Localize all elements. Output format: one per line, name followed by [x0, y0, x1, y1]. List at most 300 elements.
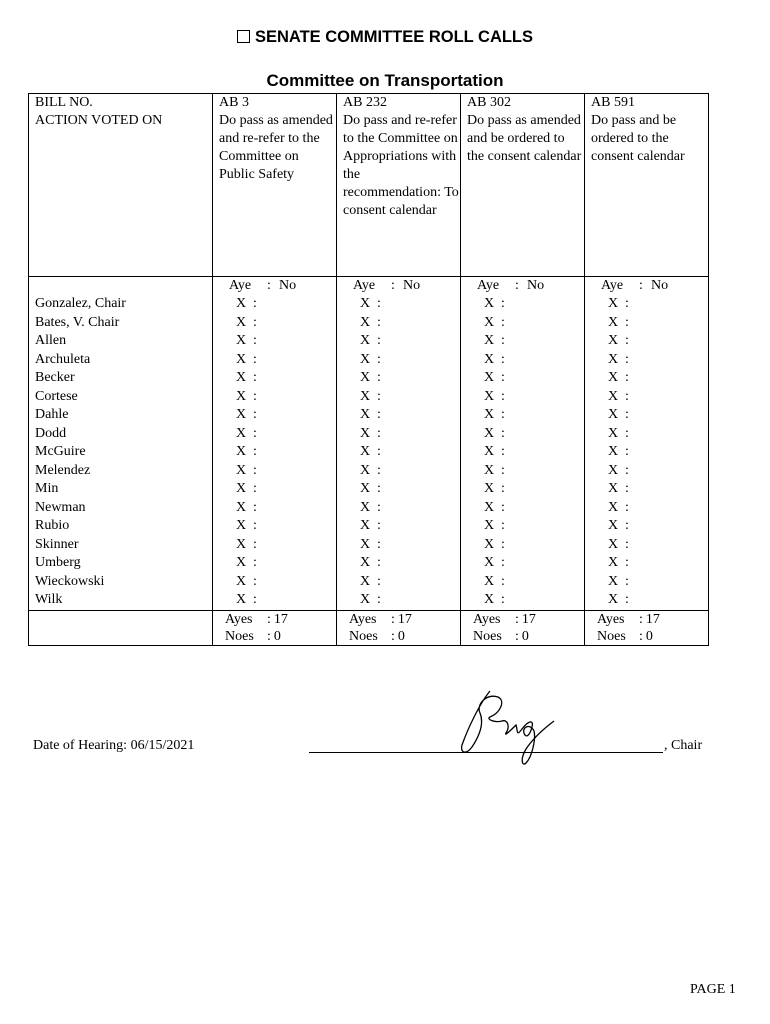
chair-signature [450, 683, 560, 768]
aye-mark: X [608, 370, 619, 385]
aye-mark: X [360, 536, 371, 552]
aye-mark: X [236, 573, 247, 589]
aye-mark: X [236, 296, 247, 311]
vote-separator: : [377, 370, 381, 385]
vote-separator: : [377, 536, 381, 552]
vote-separator: : [501, 351, 505, 367]
ayes-total-value: 17 [645, 611, 660, 627]
table-header-row [29, 94, 709, 277]
aye-mark: X [360, 370, 371, 385]
aye-mark: X [608, 296, 619, 311]
aye-mark: X [484, 407, 495, 422]
vote-separator: : [501, 518, 505, 533]
aye-mark: X [484, 388, 495, 404]
bill-header-cell [461, 94, 585, 277]
aye-mark: X [236, 462, 247, 478]
vote-separator: : [625, 592, 629, 607]
vote-entry [484, 332, 584, 351]
vote-entry [608, 536, 708, 555]
aye-mark: X [608, 592, 619, 607]
bill-action: Do pass and be ordered to the consent calendar [591, 113, 685, 164]
aye-mark: X [360, 518, 371, 533]
no-label: No [403, 278, 421, 293]
vote-separator: : [377, 314, 381, 330]
vote-separator: : [625, 425, 629, 441]
member-name: McGuire [35, 444, 86, 459]
vote-entry [484, 425, 584, 444]
vote-entry [608, 462, 708, 481]
vote-entry [236, 295, 336, 314]
vote-entry [236, 406, 336, 425]
vote-entry [484, 388, 584, 407]
vote-separator: : [377, 407, 381, 422]
vote-entry [360, 554, 460, 573]
noes-total-label: Noes [597, 628, 626, 644]
noes-total-label: Noes [349, 628, 378, 644]
hearing-date [33, 738, 194, 754]
vote-entry [608, 314, 708, 333]
vote-separator: : [377, 592, 381, 607]
member-name: Skinner [35, 536, 79, 552]
vote-separator: : [377, 573, 381, 589]
vote-entry [608, 499, 708, 518]
aye-mark: X [484, 592, 495, 607]
vote-entry [608, 573, 708, 592]
vote-entry [608, 591, 708, 610]
vote-separator: : [625, 351, 629, 367]
vote-entry [236, 443, 336, 462]
vote-entry [360, 314, 460, 333]
vote-separator: : [501, 333, 505, 348]
totals-row [29, 610, 709, 645]
ayes-total-label: Ayes [225, 611, 253, 627]
vote-separator: : [501, 425, 505, 441]
vote-separator: : [501, 444, 505, 459]
totals-empty-cell [29, 610, 213, 645]
total-separator: : [267, 611, 271, 627]
vote-separator: : [501, 462, 505, 478]
vote-separator: : [253, 351, 257, 367]
vote-separator: : [625, 296, 629, 311]
aye-mark: X [484, 314, 495, 330]
vote-entry [236, 314, 336, 333]
vote-separator: : [501, 481, 505, 496]
vote-entry [484, 554, 584, 573]
aye-mark: X [608, 499, 619, 515]
member-name: Allen [35, 333, 67, 348]
vote-separator: : [625, 518, 629, 533]
vote-separator: : [377, 481, 381, 496]
aye-mark: X [484, 573, 495, 589]
aye-mark: X [484, 481, 495, 496]
vote-separator: : [501, 499, 505, 515]
chair-label: , Chair [664, 738, 703, 753]
aye-mark: X [608, 555, 619, 570]
action-voted-label: ACTION VOTED ON [35, 113, 163, 128]
vote-entry [360, 591, 460, 610]
aye-mark: X [236, 536, 247, 552]
member-name: Bates, V. Chair [35, 314, 120, 330]
aye-mark: X [236, 518, 247, 533]
aye-mark: X [484, 333, 495, 348]
aye-mark: X [360, 388, 371, 404]
vote-entry [236, 351, 336, 370]
vote-entry [484, 499, 584, 518]
member-name: Dahle [35, 407, 69, 422]
aye-mark: X [236, 481, 247, 496]
aye-mark: X [236, 425, 247, 441]
vote-entry [608, 480, 708, 499]
hearing-label: Date of Hearing: [33, 738, 128, 753]
vote-separator: : [625, 314, 629, 330]
member-name: Dodd [35, 425, 67, 441]
ayes-total-label: Ayes [597, 611, 625, 627]
vote-separator: : [625, 462, 629, 478]
vote-separator: : [377, 333, 381, 348]
bill-action: Do pass as amended and be ordered to the consent calendar [467, 113, 582, 164]
vote-separator: : [625, 444, 629, 459]
member-name: Melendez [35, 462, 91, 478]
vote-separator: : [625, 388, 629, 404]
vote-entry [608, 425, 708, 444]
vote-entry [360, 536, 460, 555]
vote-separator: : [253, 425, 257, 441]
aye-mark: X [236, 314, 247, 330]
members-cell [29, 277, 213, 611]
vote-separator: : [253, 499, 257, 515]
ayes-total [225, 611, 336, 628]
vote-separator: : [501, 555, 505, 570]
vote-separator: : [501, 536, 505, 552]
aye-mark: X [484, 536, 495, 552]
aye-mark: X [236, 499, 247, 515]
aye-mark: X [360, 592, 371, 607]
vote-header-separator: : [267, 278, 271, 293]
vote-entry [360, 425, 460, 444]
bill-header-cell [337, 94, 461, 277]
aye-mark: X [484, 370, 495, 385]
vote-separator: : [253, 573, 257, 589]
vote-separator: : [377, 388, 381, 404]
vote-entry [608, 554, 708, 573]
bill-number: AB 302 [467, 95, 511, 110]
totals-cell [461, 610, 585, 645]
aye-mark: X [484, 462, 495, 478]
aye-mark: X [236, 370, 247, 385]
header-label-cell [29, 94, 213, 277]
vote-entry [484, 480, 584, 499]
ayes-total-value: 17 [397, 611, 412, 627]
aye-mark: X [360, 444, 371, 459]
aye-mark: X [484, 555, 495, 570]
vote-separator: : [625, 333, 629, 348]
aye-label: Aye [601, 278, 624, 293]
vote-separator: : [377, 351, 381, 367]
aye-mark: X [360, 499, 371, 515]
vote-entry [236, 536, 336, 555]
ayes-total [349, 611, 460, 628]
total-separator: : [391, 611, 395, 627]
total-separator: : [267, 628, 271, 644]
vote-entry [484, 517, 584, 536]
total-separator: : [515, 628, 519, 644]
bill-action: Do pass and re-refer to the Committee on Appropriations with the recommendation: To consent calendar [343, 113, 459, 218]
page-number: PAGE 1 [690, 982, 736, 997]
member-name: Rubio [35, 518, 70, 533]
vote-header [601, 277, 708, 295]
noes-total-value: 0 [397, 628, 405, 644]
aye-mark: X [360, 407, 371, 422]
vote-header [353, 277, 460, 295]
vote-separator: : [377, 462, 381, 478]
aye-mark: X [608, 536, 619, 552]
member-name: Wilk [35, 592, 63, 607]
member-name: Becker [35, 370, 75, 385]
ayes-total-label: Ayes [349, 611, 377, 627]
vote-separator: : [253, 370, 257, 385]
no-label: No [651, 278, 669, 293]
vote-entry [608, 295, 708, 314]
member-name: Umberg [35, 555, 81, 570]
vote-separator: : [253, 481, 257, 496]
vote-entry [484, 295, 584, 314]
vote-entry [484, 443, 584, 462]
vote-entry [484, 573, 584, 592]
aye-mark: X [360, 425, 371, 441]
votes-row [29, 277, 709, 611]
document-title [0, 28, 770, 47]
aye-mark: X [360, 481, 371, 496]
vote-entry [484, 351, 584, 370]
aye-mark: X [484, 296, 495, 311]
member-name: Gonzalez, Chair [35, 296, 126, 311]
vote-separator: : [501, 573, 505, 589]
no-label: No [279, 278, 297, 293]
vote-entry [360, 462, 460, 481]
member-name: Min [35, 481, 59, 496]
vote-entry [236, 517, 336, 536]
aye-mark: X [608, 462, 619, 478]
vote-entry [484, 369, 584, 388]
aye-mark: X [360, 296, 371, 311]
vote-header [229, 277, 336, 295]
aye-mark: X [608, 425, 619, 441]
total-separator: : [639, 628, 643, 644]
bill-header-cell [585, 94, 709, 277]
vote-entry [608, 443, 708, 462]
vote-header-separator: : [515, 278, 519, 293]
vote-entry [608, 369, 708, 388]
aye-mark: X [608, 407, 619, 422]
no-label: No [527, 278, 545, 293]
noes-total-value: 0 [645, 628, 653, 644]
aye-mark: X [608, 314, 619, 330]
aye-mark: X [484, 351, 495, 367]
aye-mark: X [484, 499, 495, 515]
vote-entry [236, 462, 336, 481]
ayes-total-value: 17 [521, 611, 536, 627]
vote-separator: : [253, 536, 257, 552]
vote-separator: : [625, 481, 629, 496]
bill-number: AB 3 [219, 95, 249, 110]
ayes-total-value: 17 [273, 611, 288, 627]
noes-total [473, 628, 584, 645]
vote-separator: : [501, 388, 505, 404]
vote-entry [360, 332, 460, 351]
vote-separator: : [501, 296, 505, 311]
vote-entry [484, 591, 584, 610]
aye-mark: X [608, 351, 619, 367]
aye-mark: X [484, 444, 495, 459]
aye-mark: X [608, 333, 619, 348]
vote-separator: : [625, 536, 629, 552]
vote-column [585, 277, 709, 611]
vote-entry [608, 332, 708, 351]
aye-mark: X [360, 555, 371, 570]
aye-label: Aye [353, 278, 376, 293]
vote-separator: : [501, 592, 505, 607]
vote-entry [484, 536, 584, 555]
vote-separator: : [253, 388, 257, 404]
vote-separator: : [253, 462, 257, 478]
aye-mark: X [484, 425, 495, 441]
vote-separator: : [501, 370, 505, 385]
noes-total-label: Noes [473, 628, 502, 644]
vote-entry [360, 499, 460, 518]
aye-mark: X [236, 592, 247, 607]
vote-separator: : [501, 407, 505, 422]
vote-separator: : [253, 555, 257, 570]
vote-entry [484, 406, 584, 425]
member-name: Archuleta [35, 351, 91, 367]
vote-header-separator: : [391, 278, 395, 293]
committee-name: Committee on Transportation [266, 71, 504, 90]
noes-total [225, 628, 336, 645]
total-separator: : [639, 611, 643, 627]
noes-total-label: Noes [225, 628, 254, 644]
vote-separator: : [253, 333, 257, 348]
vote-entry [484, 462, 584, 481]
vote-entry [236, 388, 336, 407]
vote-separator: : [253, 296, 257, 311]
total-separator: : [515, 611, 519, 627]
bill-no-label: BILL NO. [35, 95, 93, 110]
vote-entry [236, 499, 336, 518]
vote-entry [360, 351, 460, 370]
vote-entry [236, 591, 336, 610]
vote-entry [608, 517, 708, 536]
vote-separator: : [377, 499, 381, 515]
aye-mark: X [360, 333, 371, 348]
vote-separator: : [253, 314, 257, 330]
bill-number: AB 232 [343, 95, 387, 110]
noes-total [597, 628, 708, 645]
member-name: Wieckowski [35, 573, 105, 589]
aye-mark: X [360, 314, 371, 330]
vote-entry [360, 406, 460, 425]
aye-mark: X [236, 351, 247, 367]
vote-separator: : [501, 314, 505, 330]
aye-mark: X [236, 388, 247, 404]
vote-entry [360, 369, 460, 388]
vote-entry [608, 351, 708, 370]
noes-total-value: 0 [521, 628, 529, 644]
ayes-total-label: Ayes [473, 611, 501, 627]
aye-mark: X [608, 388, 619, 404]
vote-separator: : [625, 499, 629, 515]
aye-label: Aye [229, 278, 252, 293]
ayes-total [597, 611, 708, 628]
noes-total [349, 628, 460, 645]
vote-column [461, 277, 585, 611]
total-separator: : [391, 628, 395, 644]
vote-header [477, 277, 584, 295]
vote-entry [360, 573, 460, 592]
vote-separator: : [377, 296, 381, 311]
aye-mark: X [360, 351, 371, 367]
bill-header-cell [213, 94, 337, 277]
vote-separator: : [253, 592, 257, 607]
vote-entry [236, 332, 336, 351]
vote-entry [360, 295, 460, 314]
roll-call-table [28, 93, 709, 646]
noes-total-value: 0 [273, 628, 281, 644]
vote-entry [360, 388, 460, 407]
aye-mark: X [608, 573, 619, 589]
vote-entry [236, 573, 336, 592]
member-name: Newman [35, 499, 86, 515]
aye-mark: X [608, 444, 619, 459]
vote-separator: : [625, 407, 629, 422]
aye-mark: X [236, 333, 247, 348]
vote-entry [360, 480, 460, 499]
vote-separator: : [625, 370, 629, 385]
vote-entry [236, 369, 336, 388]
ayes-total [473, 611, 584, 628]
vote-entry [360, 443, 460, 462]
member-list [35, 277, 212, 610]
vote-separator: : [377, 444, 381, 459]
vote-separator: : [377, 555, 381, 570]
bill-action: Do pass as amended and re-refer to the Committee on Public Safety [219, 113, 333, 182]
vote-separator: : [625, 555, 629, 570]
vote-column [337, 277, 461, 611]
bill-number: AB 591 [591, 95, 635, 110]
vote-entry [236, 554, 336, 573]
vote-separator: : [377, 518, 381, 533]
member-name: Cortese [35, 388, 78, 404]
vote-column [213, 277, 337, 611]
vote-entry [608, 406, 708, 425]
aye-mark: X [608, 481, 619, 496]
aye-label: Aye [477, 278, 500, 293]
vote-entry [236, 480, 336, 499]
totals-cell [585, 610, 709, 645]
vote-separator: : [377, 425, 381, 441]
aye-mark: X [236, 555, 247, 570]
totals-cell [213, 610, 337, 645]
aye-mark: X [608, 518, 619, 533]
aye-mark: X [360, 573, 371, 589]
vote-separator: : [253, 444, 257, 459]
vote-entry [608, 388, 708, 407]
hearing-date-value: 06/15/2021 [130, 738, 195, 753]
vote-entry [484, 314, 584, 333]
vote-separator: : [625, 573, 629, 589]
vote-entry [236, 425, 336, 444]
aye-mark: X [484, 518, 495, 533]
vote-entry [360, 517, 460, 536]
